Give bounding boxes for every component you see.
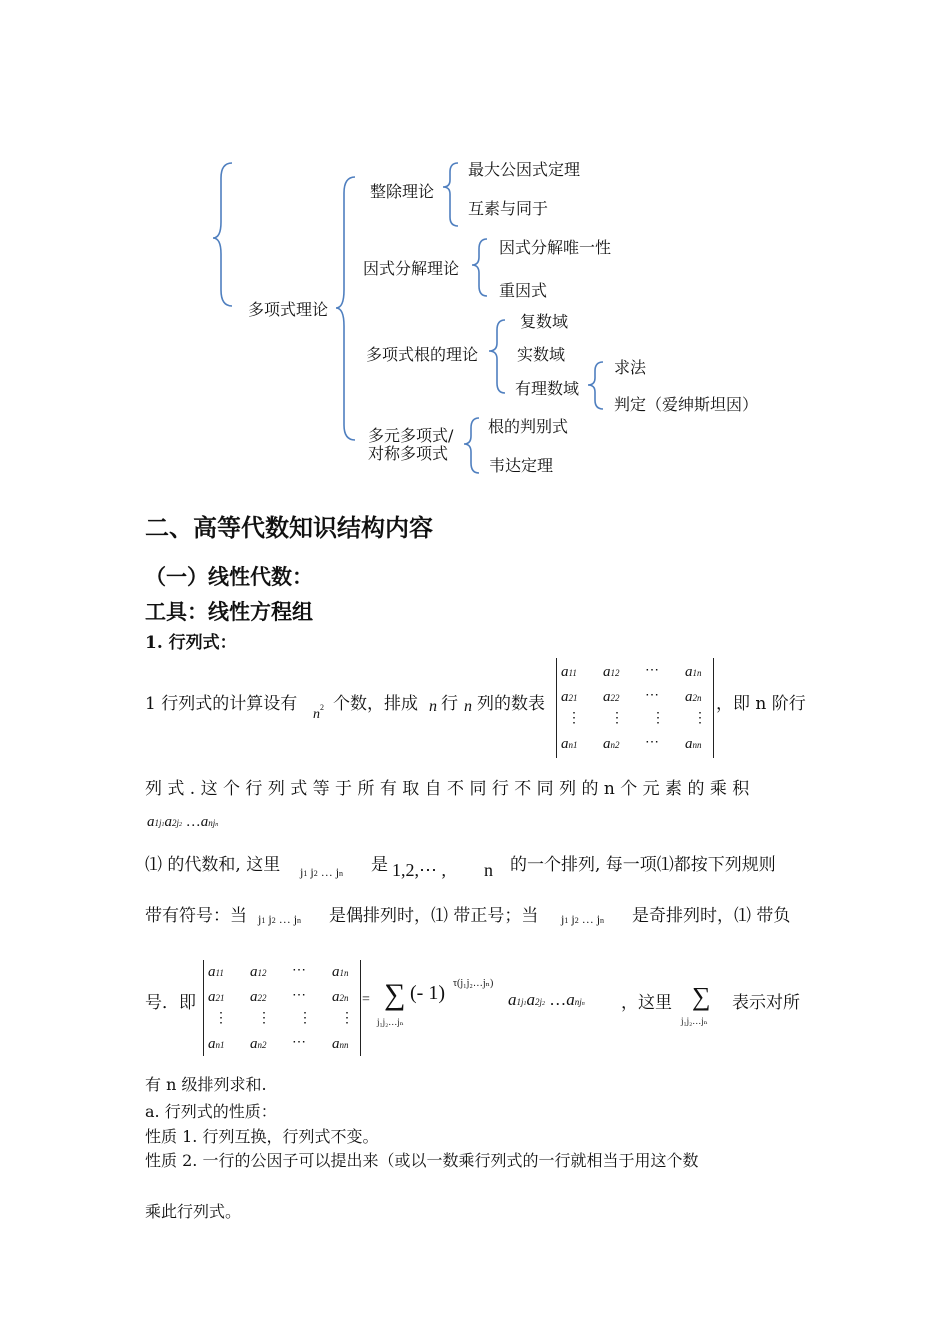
sum-symbol-2: ∑ [692,982,711,1011]
para3-seq: 1,2,⋯ , [392,860,446,880]
properties-heading: a. 行列式的性质： [145,1102,277,1121]
tree-branch-divisibility: 整除理论 [370,182,435,201]
para6: 有 n 级排列求和. [145,1075,267,1094]
tree-branch-roots: 多项式根的理论 [366,345,479,364]
sum-index-2: j₁j₂…jₙ [681,1016,708,1026]
tree-leaf-unique-factorization: 因式分解唯一性 [499,238,612,257]
determinant-matrix-1: a11 a12 ⋯ a1n a21 a22 ⋯ a2n ⋮ ⋮ ⋮ ⋮ an1 an2 ⋯ ann [556,658,714,758]
equals-sign: = [362,992,370,1007]
n-squared: $n^2$ [313,703,324,722]
tree-leaf-eisenstein: 判定（爱绅斯坦因） [614,395,759,414]
tree-leaf-coprime: 互素与同于 [468,199,549,218]
tree-brackets [0,0,950,500]
perm-j-1: j1 j2 … jn [300,865,344,879]
tree-leaf-discriminant: 根的判别式 [488,417,569,436]
property-2-continued: 乘此行列式。 [145,1202,242,1221]
tree-leaf-complex-field: 复数域 [520,312,569,331]
tree-leaf-vieta: 韦达定理 [489,456,554,475]
item-title: 1. 行列式： [145,633,237,653]
para3-mid1: 是 [371,855,388,875]
product-term: a1j1a2j2 …anjn [147,814,219,830]
para3-suffix: 的一个排列, 每一项⑴都按下列规则 [510,855,776,875]
para3-prefix: ⑴ 的代数和, 这里 [145,855,281,875]
para2: 列 式 . 这 个 行 列 式 等 于 所 有 取 自 不 同 行 不 同 列 的 n 个 元 素 的 乘 积 [145,779,750,799]
para1-mid3: 列的数表 [477,694,545,714]
property-1: 性质 1. 行列互换，行列式不变。 [145,1127,379,1146]
section-title: 二、高等代数知识结构内容 [145,513,433,542]
para4-mid1: 是偶排列时，⑴ 带正号；当 [329,906,539,926]
para5-suffix: 表示对所 [732,993,800,1013]
perm-j-2: j1 j2 … jn [258,912,302,926]
tree-leaf-gcd: 最大公因式定理 [468,160,581,179]
perm-j-3: j1 j2 … jn [561,912,605,926]
tree-leaf-multiple-factor: 重因式 [499,281,548,300]
product-term-2: a1j1a2j2 …anjn [508,990,585,1009]
para4-mid2: 是奇排列时，⑴ 带负 [632,906,791,926]
determinant-matrix-2: a11 a12 ⋯ a1n a21 a22 ⋯ a2n ⋮ ⋮ ⋮ ⋮ an1 an2 ⋯ ann [203,960,361,1056]
tool-title: 工具：线性方程组 [145,599,313,624]
sum-index-1: j₁j₂…jₙ [377,1017,404,1027]
tree-branch-multivariate-line2: 对称多项式 [368,444,449,463]
para3-n: n [484,860,493,880]
tree-leaf-method: 求法 [614,358,647,377]
para1-mid2: 行 [441,694,458,714]
n-rows: n [429,698,437,715]
sign-term: (- 1) [410,982,445,1004]
tree-branch-multivariate-line1: 多元多项式/ [368,426,454,445]
para4-prefix: 带有符号：当 [145,906,247,926]
tree-leaf-rational-field: 有理数域 [515,379,580,398]
subsection-title: （一）线性代数： [145,564,313,589]
tree-branch-factorization: 因式分解理论 [363,259,460,278]
para5-prefix: 号．即 [145,993,196,1013]
n-cols: n [464,698,472,715]
property-2: 性质 2. 一行的公因子可以提出来（或以一数乘行列式的一行就相当于用这个数 [145,1151,699,1170]
para1-mid1: 个数，排成 [333,694,418,714]
sign-exponent: τ(j₁j₂…jₙ) [453,978,494,989]
para1-prefix: 1 行列式的计算设有 [145,694,298,714]
tree-leaf-real-field: 实数域 [517,345,566,364]
para1-suffix: ，即 n 阶行 [716,694,806,714]
sum-symbol-1: ∑ [384,978,406,1011]
para5-mid1: ，这里 [621,993,672,1013]
tree-root-label: 多项式理论 [248,300,329,319]
